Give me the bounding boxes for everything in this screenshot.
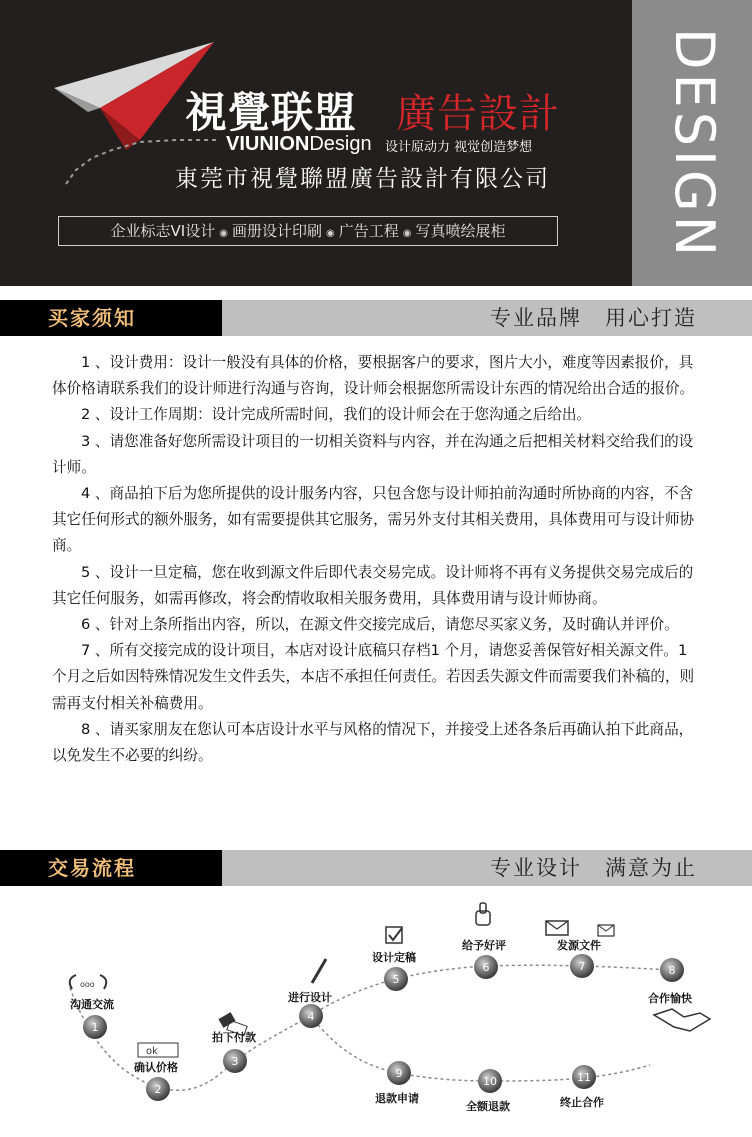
step-label: 进行设计 <box>288 991 332 1004</box>
bullet-icon: ◉ <box>402 228 412 239</box>
step-number: 5 <box>392 973 400 986</box>
notice-section-title: 买家须知 <box>0 300 222 336</box>
pen-icon <box>312 959 326 983</box>
handshake-icon <box>654 1009 710 1031</box>
notice-item: 6 、针对上条所指出内容，所以，在源文件交接完成后，请您尽买家义务，及时确认并评价。 <box>81 616 679 634</box>
company-name: 東莞市視覺聯盟廣告設計有限公司 <box>175 166 550 192</box>
services-strip <box>58 216 558 246</box>
process-step-7 <box>556 938 601 978</box>
process-flow-svg <box>0 893 752 1133</box>
notice-item: 2 、设计工作周期：设计完成所需时间，我们的设计师会在于您沟通之后给出。 <box>81 406 592 424</box>
step-number: 10 <box>483 1075 497 1088</box>
process-step-10 <box>466 1069 511 1113</box>
header-banner <box>0 0 632 286</box>
step-label: 发源文件 <box>557 939 601 952</box>
step-number: 8 <box>668 964 676 977</box>
service-item: 写真喷绘展柜 <box>415 222 506 240</box>
design-text: DESIGN <box>663 28 726 261</box>
process-slogan: 专业设计 满意为止 <box>490 856 697 880</box>
process-section-title: 交易流程 <box>0 850 222 886</box>
design-vertical-text <box>632 0 752 286</box>
process-step-11 <box>560 1065 604 1109</box>
process-diagram <box>0 893 752 1133</box>
step-number: 6 <box>482 961 490 974</box>
checkbox-icon <box>386 927 402 943</box>
step-number: 2 <box>154 1083 162 1096</box>
step-label: 退款申请 <box>375 1092 419 1105</box>
step-label: 合作愉快 <box>648 992 692 1005</box>
notice-item: 7 、所有交接完成的设计项目，本店对设计底稿只存档1 个月，请您妥善保管好相关源文件。1 个月之后如因特殊情况发生文件丢失，本店不承担任何责任。若因丢失源文件而需要我们补稿的，则需再支付相关补稿费用。 <box>52 642 695 712</box>
mail-icon <box>546 921 614 936</box>
service-item: 企业标志VI设计 <box>110 222 216 240</box>
ok-button-icon <box>138 1043 178 1057</box>
notice-section-bar <box>0 300 752 336</box>
notice-list <box>52 350 704 769</box>
service-item: 画册设计印刷 <box>231 222 322 240</box>
service-item: 广告工程 <box>338 222 399 240</box>
brand-wordmark <box>226 133 372 156</box>
process-step-1 <box>70 997 114 1039</box>
notice-item: 8 、请买家朋友在您认可本店设计水平与风格的情况下，并接受上述各条后再确认拍下此商品，以免发生不必要的纠纷。 <box>52 720 694 765</box>
brand-title-red: 廣告設計 <box>396 91 560 137</box>
brand-en: VIUNION <box>226 133 310 155</box>
step-number: 1 <box>91 1021 99 1034</box>
step-label: 全额退款 <box>466 1100 510 1113</box>
notice-item: 3 、请您准备好您所需设计项目的一切相关资料与内容，并在沟通之后把相关材料交给我们的设计师。 <box>52 432 694 476</box>
step-number: 11 <box>577 1071 591 1084</box>
process-step-6 <box>462 938 506 979</box>
bullet-icon: ◉ <box>219 228 228 239</box>
step-number: 4 <box>307 1010 315 1023</box>
process-step-5 <box>372 950 416 991</box>
step-label: 拍下付款 <box>212 1031 256 1044</box>
process-step-4 <box>287 990 332 1028</box>
process-step-9 <box>375 1061 419 1105</box>
notice-item: 4 、商品拍下后为您所提供的设计服务内容，只包含您与设计师拍前沟通时所协商的内容，不含其它任何形式的额外服务，如有需要提供其它服务，需另外支付其相关费用，具体费用可与设计师协商。 <box>52 485 695 555</box>
step-label: 终止合作 <box>560 1096 604 1109</box>
step-number: 7 <box>578 960 586 973</box>
brand-tagline: 设计原动力 视觉创造梦想 <box>385 140 533 155</box>
process-step-2 <box>134 1060 178 1101</box>
step-label: 设计定稿 <box>372 951 416 964</box>
chat-icon <box>70 975 107 989</box>
brand-design: Design <box>309 133 372 155</box>
svg-text:ok: ok <box>146 1046 158 1057</box>
svg-text:ooo: ooo <box>80 980 95 989</box>
step-number: 9 <box>395 1067 403 1080</box>
process-section-bar <box>0 850 752 886</box>
notice-item: 1 、设计费用：设计一般没有具体的价格，要根据客户的要求，图片大小，难度等因素报价，具体价格请联系我们的设计师进行沟通与咨询，设计师会根据您所需设计东西的情况给出合适的报价。 <box>52 354 695 398</box>
step-label: 给予好评 <box>462 939 506 952</box>
notice-item: 5 、设计一旦定稿，您在收到源文件后即代表交易完成。设计师将不再有义务提供交易完成后的其它任何服务，如需再修改，将会酌情收取相关服务费用，具体费用请与设计师协商。 <box>52 563 694 607</box>
process-step-8 <box>648 958 692 1005</box>
bullet-icon: ◉ <box>325 228 335 239</box>
process-step-3 <box>212 1030 257 1073</box>
notice-slogan: 专业品牌 用心打造 <box>490 306 697 330</box>
thumbs-up-icon <box>476 903 490 925</box>
design-side-panel <box>632 0 752 286</box>
step-label: 确认价格 <box>134 1061 178 1074</box>
brand-title: 視覺联盟 <box>185 88 358 137</box>
step-number: 3 <box>231 1055 239 1068</box>
step-label: 沟通交流 <box>70 998 114 1011</box>
